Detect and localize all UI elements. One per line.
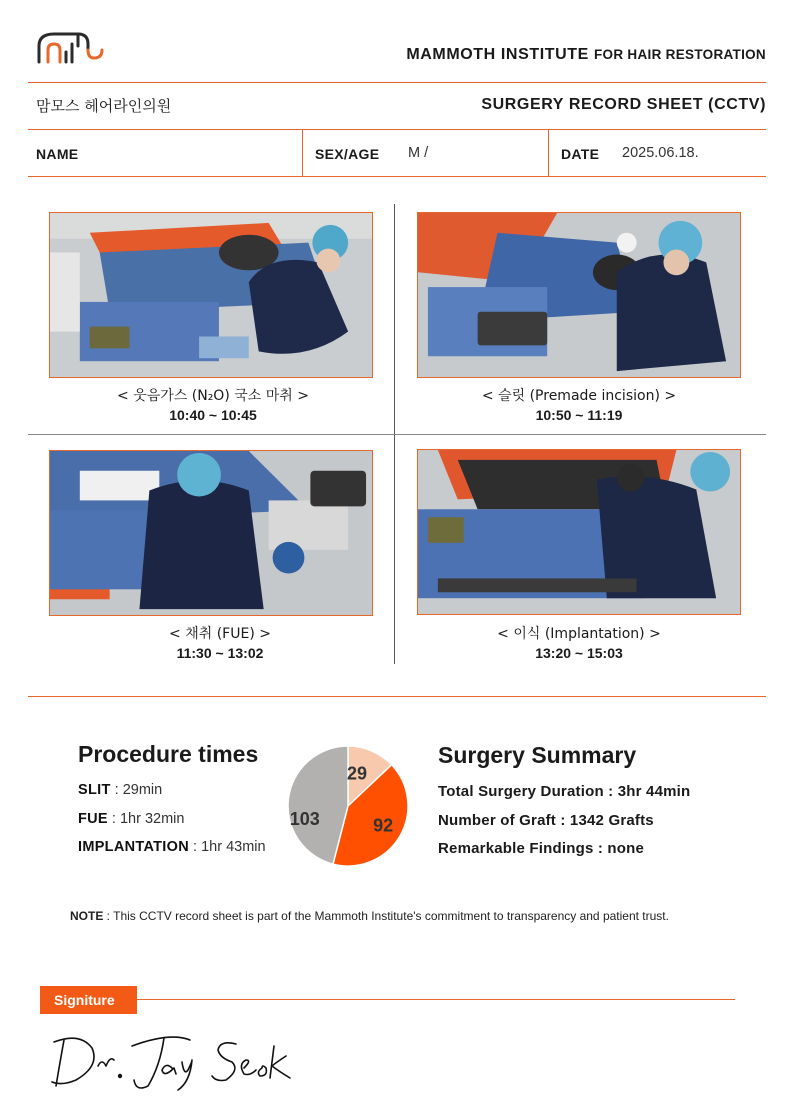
pie-label-slit: 29 <box>346 763 368 784</box>
summary-graft-count: Number of Graft : 1342 Grafts <box>438 812 654 829</box>
stage-time: 10:50 ~ 11:19 <box>535 407 623 423</box>
patient-info-row <box>28 130 766 176</box>
procedure-fue: FUE : 1hr 32min <box>78 811 185 827</box>
stage-caption-anesthesia <box>43 387 383 425</box>
pie-label-fue: 92 <box>373 815 394 836</box>
grid-divider-horizontal <box>28 434 766 435</box>
info-divider <box>302 130 303 176</box>
surgery-summary-heading: Surgery Summary <box>438 742 637 768</box>
cctv-photo-implantation <box>417 449 741 615</box>
sheet-title: SURGERY RECORD SHEET (CCTV) <box>481 96 766 113</box>
stage-title: < 채취 (FUE) > <box>169 626 271 642</box>
date-label: DATE <box>561 146 600 162</box>
procedure-times-heading: Procedure times <box>78 741 259 767</box>
cctv-photo-slit <box>417 212 741 378</box>
procedure-pie-chart <box>286 744 410 868</box>
cctv-photo-anesthesia <box>49 212 373 378</box>
note: NOTE : This CCTV record sheet is part of the Mammoth Institute's commitment to transparency and patient trust. <box>70 909 669 923</box>
cctv-photo-fue <box>49 450 373 616</box>
stage-caption-fue <box>50 625 390 663</box>
stage-time: 10:40 ~ 10:45 <box>169 407 257 423</box>
stage-time: 11:30 ~ 13:02 <box>176 645 264 661</box>
date-value: 2025.06.18. <box>622 145 699 161</box>
stage-time: 13:20 ~ 15:03 <box>535 645 623 661</box>
summary-total-duration: Total Surgery Duration : 3hr 44min <box>438 783 691 800</box>
stage-caption-slit <box>409 387 749 425</box>
signature-label: Signiture <box>40 986 137 1014</box>
stage-title: < 이식 (Implantation) > <box>497 626 661 642</box>
pie-label-implantation: 103 <box>289 808 320 829</box>
header-rule-top <box>28 82 766 83</box>
procedure-implantation: IMPLANTATION : 1hr 43min <box>78 839 266 855</box>
signature-rule <box>137 999 735 1000</box>
stage-title: < 슬릿 (Premade incision) > <box>481 388 677 404</box>
sexage-value: M / <box>408 145 429 161</box>
stage-caption-implantation <box>409 625 749 663</box>
name-label: NAME <box>36 146 79 162</box>
mammoth-logo <box>36 28 108 64</box>
sexage-label: SEX/AGE <box>315 146 380 162</box>
handwritten-signature <box>40 1026 300 1092</box>
institute-name: MAMMOTH INSTITUTE FOR HAIR RESTORATION <box>406 46 766 63</box>
clinic-korean-name: 맘모스 헤어라인의원 <box>36 97 172 115</box>
info-divider <box>548 130 549 176</box>
stage-title: < 웃음가스 (N₂O) 국소 마취 > <box>117 388 309 404</box>
summary-findings: Remarkable Findings : none <box>438 840 645 857</box>
header-rule-bottom <box>28 176 766 177</box>
procedure-slit: SLIT : 29min <box>78 782 163 798</box>
section-rule <box>28 696 766 697</box>
